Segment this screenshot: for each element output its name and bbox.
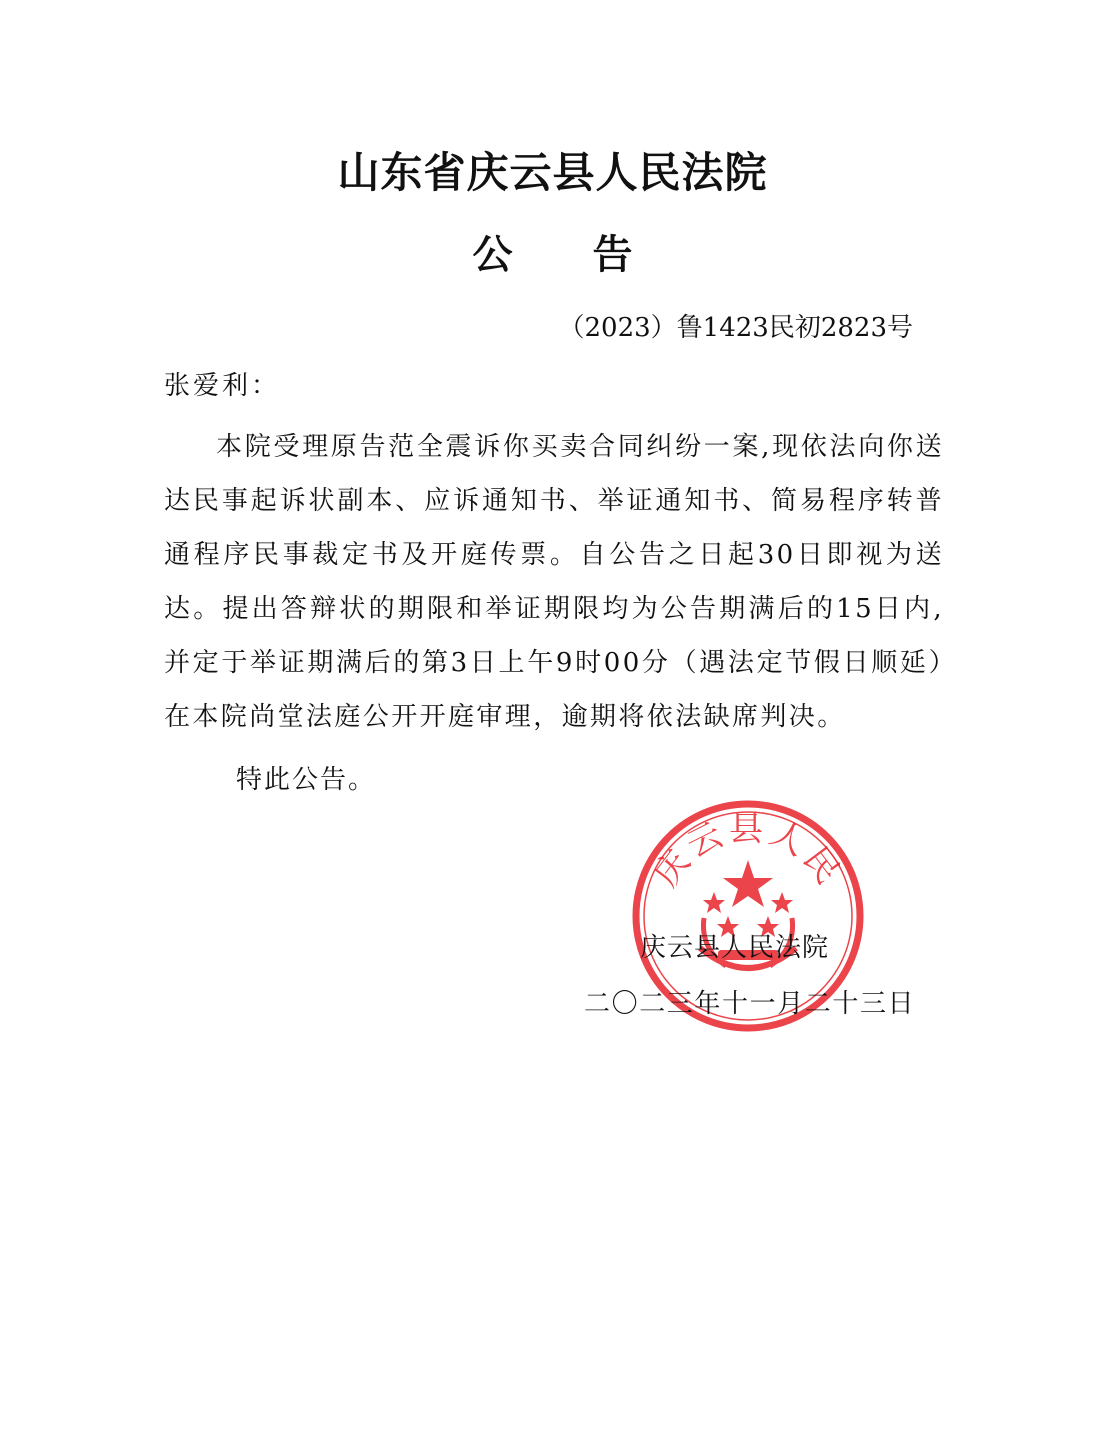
court-name-heading: 山东省庆云县人民法院 bbox=[337, 148, 768, 197]
notice-title bbox=[0, 228, 1105, 282]
signature-date: 二〇二三年十一月二十三日 bbox=[584, 989, 916, 1019]
notice-title-char-1: 公 bbox=[472, 231, 513, 278]
notice-title-char-2: 告 bbox=[592, 231, 633, 278]
signature-court: 庆云县人民法院 bbox=[640, 933, 830, 963]
closing-line: 特此公告。 bbox=[236, 765, 377, 795]
addressee: 张爱利： bbox=[164, 371, 281, 401]
notice-body: 本院受理原告范全震诉你买卖合同纠纷一案,现依法向你送达民事起诉状副本、应诉通知书、举证通知书、简易程序转普通程序民事裁定书及开庭传票。自公告之日起30日即视为送达。提出答辩状的期限和举证期限均为公告期满后的15日内,并定于举证期满后的第3日上午9时00分（遇法定节假日顺延）在本院尚堂法庭公开开庭审理，逾期将依法缺席判决。 bbox=[164, 432, 944, 732]
svg-text:庆云县人民: 庆云县人民 bbox=[646, 809, 850, 895]
case-number: （2023）鲁1423民初2823号 bbox=[558, 313, 913, 343]
